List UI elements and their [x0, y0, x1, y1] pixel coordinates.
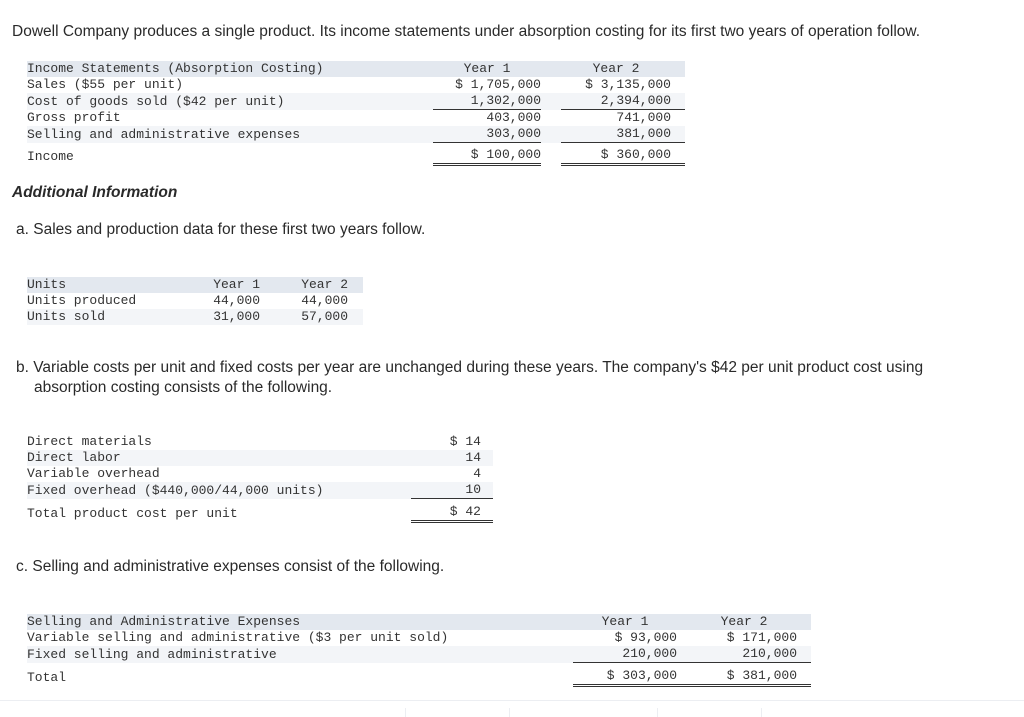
income-statement-header: Income Statements (Absorption Costing): [27, 61, 433, 77]
table-row: [27, 646, 811, 663]
units-table: [27, 277, 363, 325]
additional-info-heading: Additional Information: [12, 184, 178, 201]
table-row: [27, 309, 363, 325]
year2-value: 741,000: [616, 110, 671, 125]
bottom-tick: [657, 708, 658, 717]
year1-value: 31,000: [192, 309, 260, 325]
income-statement-table: [27, 61, 685, 166]
row-label: Sales ($55 per unit): [27, 77, 184, 92]
year2-value: 2,394,000: [561, 93, 671, 110]
selling-admin-table: [27, 614, 811, 687]
year1-value: 1,302,000: [433, 93, 541, 110]
table-row: [27, 77, 685, 93]
part-b-text-line2: absorption costing consists of the following.: [34, 379, 333, 396]
part-c-text: c. Selling and administrative expenses consist of the following.: [16, 558, 445, 575]
year2-value: $ 171,000: [726, 630, 797, 645]
table-row: [27, 434, 493, 450]
year2-value: 44,000: [301, 293, 348, 308]
intro-text: Dowell Company produces a single product. Its income statements under absorption costing for its first two years of operation follow.: [12, 23, 921, 40]
bottom-tick: [761, 708, 762, 717]
year2-value: 210,000: [691, 646, 797, 663]
year1-value: $ 100,000: [433, 143, 541, 165]
table-row: [27, 663, 811, 686]
year1-value: $ 303,000: [573, 663, 677, 686]
year2-header: Year 2: [561, 61, 671, 77]
table-header-row: [27, 61, 685, 77]
row-label: Direct labor: [27, 450, 411, 466]
selling-admin-header: Selling and Administrative Expenses: [27, 614, 573, 630]
table-row: [27, 499, 493, 522]
year2-value: $ 381,000: [691, 663, 797, 686]
row-label: Units sold: [27, 309, 192, 325]
table-header-row: [27, 614, 811, 630]
year1-value: 403,000: [486, 110, 541, 125]
year2-value: 57,000: [260, 309, 348, 325]
row-label: Income: [27, 148, 74, 164]
bottom-tick: [405, 708, 406, 717]
cost-value: $ 42: [411, 499, 481, 522]
year2-header: Year 2: [691, 614, 797, 630]
year1-value: $ 93,000: [614, 630, 677, 645]
table-row: [27, 466, 493, 482]
table-row: [27, 630, 811, 646]
cost-value: 14: [411, 450, 481, 466]
product-cost-table: [27, 434, 493, 523]
units-header: Units: [27, 277, 192, 293]
year1-header: Year 1: [433, 61, 541, 77]
table-row: [27, 110, 685, 127]
row-label: Direct materials: [27, 434, 152, 449]
year1-header: Year 1: [573, 614, 677, 630]
cost-value: $ 14: [449, 434, 481, 449]
row-label: Selling and administrative expenses: [27, 126, 433, 143]
row-label: Variable overhead: [27, 466, 160, 481]
table-row: [27, 126, 685, 143]
year1-value: 303,000: [433, 126, 541, 143]
year1-value: 210,000: [573, 646, 677, 663]
part-a-text: a. Sales and production data for these first two years follow.: [16, 221, 426, 238]
year1-value: $ 1,705,000: [455, 77, 541, 92]
year1-value: 44,000: [213, 293, 260, 308]
row-label: Total: [27, 669, 67, 685]
year2-value: $ 3,135,000: [585, 77, 671, 92]
table-row: [27, 450, 493, 466]
table-row: [27, 93, 685, 110]
row-label: Fixed selling and administrative: [27, 646, 573, 663]
bottom-divider: [0, 700, 1024, 701]
bottom-tick: [509, 708, 510, 717]
year2-header: Year 2: [260, 277, 348, 293]
year2-value: $ 360,000: [561, 143, 671, 165]
row-label: Fixed overhead ($440,000/44,000 units): [27, 482, 411, 499]
row-label: Cost of goods sold ($42 per unit): [27, 93, 433, 110]
row-label: Units produced: [27, 293, 137, 308]
year1-header: Year 1: [192, 277, 260, 293]
row-label: Variable selling and administrative ($3 per unit sold): [27, 630, 449, 645]
row-label: Gross profit: [27, 110, 121, 125]
table-row: [27, 293, 363, 309]
row-label: Total product cost per unit: [27, 505, 238, 521]
part-b-text-line1: b. Variable costs per unit and fixed costs per year are unchanged during these years. The company's $42 per unit product cost using: [16, 359, 924, 376]
table-header-row: [27, 277, 363, 293]
table-row: [27, 143, 685, 165]
table-row: [27, 482, 493, 499]
cost-value: 10: [411, 482, 481, 499]
year2-value: 381,000: [561, 126, 671, 143]
cost-value: 4: [473, 466, 481, 481]
